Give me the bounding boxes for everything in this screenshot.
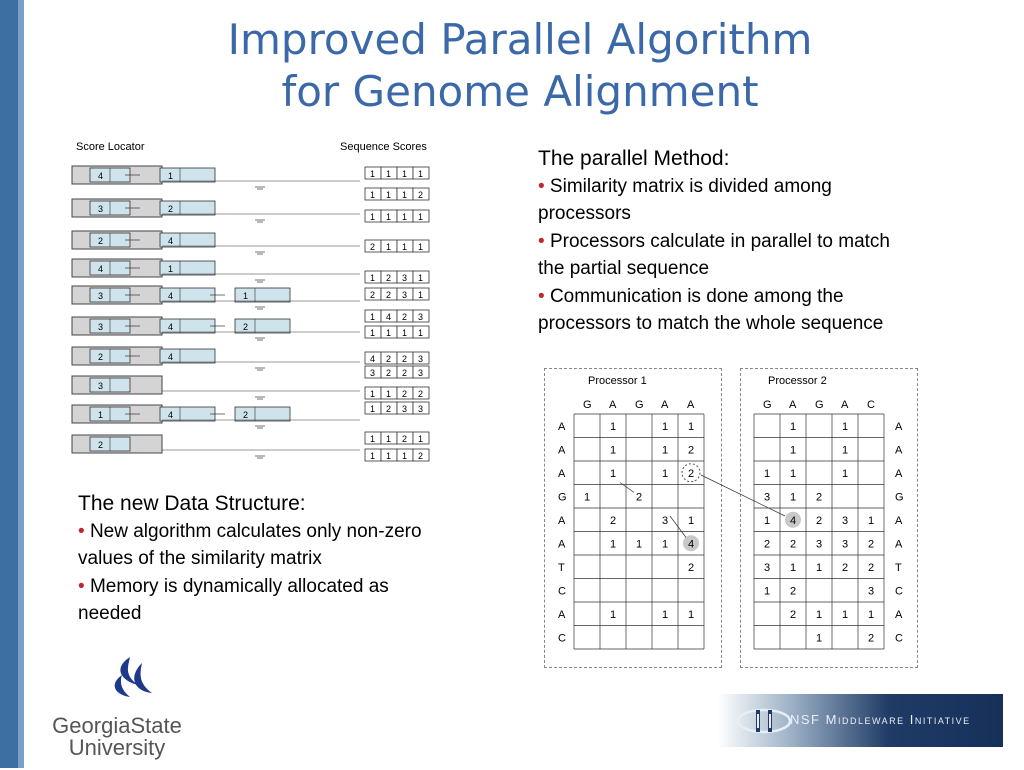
row-header: A xyxy=(558,468,566,480)
matrix-cell-value: 1 xyxy=(789,561,797,574)
score-value: 1 xyxy=(402,212,408,222)
row-header: A xyxy=(895,515,903,527)
score-box xyxy=(365,352,429,364)
score-value: 1 xyxy=(402,242,408,252)
locator-row xyxy=(72,376,360,399)
score-value: 2 xyxy=(402,354,408,364)
row-header: C xyxy=(558,585,566,598)
gsu-logo xyxy=(52,655,182,765)
parallel-bullet-1: • Similarity matrix is divided among processors xyxy=(538,175,832,224)
matrix-cell-value: 2 xyxy=(789,585,797,598)
score-value: 4 xyxy=(370,354,376,364)
matrix-cell-value: 2 xyxy=(609,514,617,527)
matrix-cell-value: 1 xyxy=(789,467,797,480)
score-value: 1 xyxy=(370,212,376,222)
matrix-cell-value: 3 xyxy=(815,538,823,551)
row-header: A xyxy=(895,444,903,457)
locator-cell-value: 3 xyxy=(98,322,104,332)
gsu-flame-icon xyxy=(52,655,182,765)
locator-cell-value: 3 xyxy=(98,291,104,301)
locator-row xyxy=(72,199,360,222)
row-header: G xyxy=(895,491,904,504)
score-box xyxy=(365,240,429,252)
locator-cell-value: 2 xyxy=(98,352,104,362)
matrix-cell-value: 1 xyxy=(609,538,617,551)
score-value: 2 xyxy=(402,368,408,378)
score-value: 2 xyxy=(418,389,424,399)
score-value: 1 xyxy=(386,169,392,179)
locator-cell-value: 4 xyxy=(168,322,174,332)
score-value: 2 xyxy=(386,290,392,300)
matrix-cell-value: 4 xyxy=(687,538,695,551)
matrix-cell-value: 1 xyxy=(841,467,849,480)
matrix-cell-value: 1 xyxy=(841,608,849,621)
score-value: 1 xyxy=(386,328,392,338)
data-structure-heading: The new Data Structure: xyxy=(78,492,306,515)
locator-cell-value: 4 xyxy=(98,171,104,181)
matrix-cell-value: 3 xyxy=(661,514,669,527)
matrix-cell-value: 2 xyxy=(815,491,823,504)
score-value: 3 xyxy=(402,290,408,300)
score-value: 4 xyxy=(386,312,392,322)
score-value: 2 xyxy=(402,389,408,399)
score-value: 1 xyxy=(402,190,408,200)
matrix-cell-value: 2 xyxy=(687,444,695,457)
score-value: 1 xyxy=(386,434,392,444)
score-value: 2 xyxy=(418,451,424,461)
locator-cell-value: 1 xyxy=(168,171,174,181)
col-header: G xyxy=(583,399,592,411)
matrix-cell-value: 1 xyxy=(661,444,669,457)
locator-cell-value: 2 xyxy=(243,410,249,420)
parallel-bullet-3: • Communication is done among the processors to match the whole sequence xyxy=(538,285,884,334)
matrix-cell-value: 1 xyxy=(763,585,771,598)
score-value: 2 xyxy=(370,242,376,252)
score-box xyxy=(365,432,429,444)
score-value: 1 xyxy=(370,434,376,444)
score-locator-label: Score Locator xyxy=(76,141,145,153)
slide-title xyxy=(150,14,890,118)
matrix-cell-value: 1 xyxy=(867,608,875,621)
score-value: 1 xyxy=(386,451,392,461)
matrix-cell-value: 1 xyxy=(763,514,771,527)
score-value: 1 xyxy=(370,190,376,200)
score-box xyxy=(365,167,429,179)
score-value: 3 xyxy=(418,368,424,378)
score-value: 1 xyxy=(402,328,408,338)
score-value: 2 xyxy=(386,273,392,283)
score-value: 1 xyxy=(370,312,376,322)
matrix-cell-value: 1 xyxy=(661,608,669,621)
locator-row xyxy=(72,259,360,282)
locator-row xyxy=(72,435,360,458)
matrix-cell-value: 2 xyxy=(789,538,797,551)
locator-row xyxy=(72,405,360,428)
score-value: 1 xyxy=(370,404,376,414)
matrix-cell-value: 2 xyxy=(867,632,875,645)
matrix-cell-value: 2 xyxy=(763,538,771,551)
matrix-cell-value: 2 xyxy=(815,514,823,527)
matrix-cell-value: 1 xyxy=(687,608,695,621)
locator-cell-value: 2 xyxy=(243,322,249,332)
parallel-bullet-2: • Processors calculate in parallel to match the partial sequence xyxy=(538,230,890,279)
col-header: G xyxy=(815,399,824,411)
score-value: 2 xyxy=(370,290,376,300)
parallel-method-block xyxy=(538,145,918,338)
row-header: A xyxy=(558,538,566,551)
col-header: A xyxy=(841,399,849,411)
matrix-cell-value: 1 xyxy=(841,420,849,433)
score-box xyxy=(365,310,429,322)
score-box xyxy=(365,366,429,378)
locator-cell-value: 2 xyxy=(168,204,174,214)
row-header: T xyxy=(895,562,902,574)
row-header: C xyxy=(895,585,903,598)
parallel-method-heading: The parallel Method: xyxy=(538,147,730,170)
matrix-cell-value: 3 xyxy=(841,514,849,527)
score-value: 3 xyxy=(418,312,424,322)
row-header: C xyxy=(895,632,903,645)
matrix-cell-value: 1 xyxy=(841,444,849,457)
matrix-cell-value: 1 xyxy=(815,561,823,574)
row-header: A xyxy=(558,444,566,457)
matrix-cell-value: 1 xyxy=(687,514,695,527)
sequence-scores-label: Sequence Scores xyxy=(340,141,427,153)
score-value: 1 xyxy=(370,328,376,338)
nsf-logo-icon xyxy=(734,706,794,736)
matrix-cell-value: 1 xyxy=(609,608,617,621)
col-header: A xyxy=(789,399,797,411)
locator-row xyxy=(72,231,360,254)
score-box xyxy=(365,449,429,461)
score-value: 2 xyxy=(386,354,392,364)
score-value: 1 xyxy=(386,212,392,222)
matrix-cell-value: 2 xyxy=(635,491,643,504)
linked-list-diagram xyxy=(60,160,440,470)
matrix-processor1 xyxy=(558,375,704,649)
matrix-cell-value: 2 xyxy=(841,561,849,574)
score-value: 2 xyxy=(418,190,424,200)
col-header: A xyxy=(687,399,695,411)
score-value: 1 xyxy=(402,451,408,461)
score-value: 1 xyxy=(370,451,376,461)
matrix-cell-value: 1 xyxy=(867,514,875,527)
locator-cell-value: 2 xyxy=(98,236,104,246)
matrix-cell-value: 3 xyxy=(763,561,771,574)
col-header: A xyxy=(661,399,669,411)
row-header: A xyxy=(895,609,903,621)
matrix-cell-value: 2 xyxy=(687,467,695,480)
processor2-label: Processor 2 xyxy=(768,375,827,387)
score-value: 3 xyxy=(402,273,408,283)
matrix-cell-value: 4 xyxy=(789,514,797,527)
col-header: G xyxy=(763,399,772,411)
data-structure-block xyxy=(78,490,468,628)
matrix-cell-value: 1 xyxy=(609,467,617,480)
matrix-cell-value: 2 xyxy=(867,561,875,574)
title-line-2: for Genome Alignment xyxy=(281,67,759,116)
score-value: 1 xyxy=(402,169,408,179)
matrix-cell-value: 3 xyxy=(867,585,875,598)
svg-text:University: University xyxy=(68,735,166,760)
structure-bullet-1: • New algorithm calculates only non-zero values of the similarity matrix xyxy=(78,520,422,569)
score-box xyxy=(365,210,429,222)
locator-row xyxy=(72,286,360,309)
locator-cell-value: 1 xyxy=(168,264,174,274)
matrix-cell-value: 1 xyxy=(661,538,669,551)
col-header: C xyxy=(867,399,875,411)
score-value: 1 xyxy=(418,290,424,300)
left-accent-bar xyxy=(0,0,24,768)
matrix-cell-value: 2 xyxy=(867,538,875,551)
matrix-cell-value: 1 xyxy=(609,444,617,457)
matrix-cell-value: 2 xyxy=(789,608,797,621)
matrix-cell-value: 1 xyxy=(789,420,797,433)
matrix-cell-value: 3 xyxy=(841,538,849,551)
score-value: 1 xyxy=(418,242,424,252)
locator-cell-value: 3 xyxy=(98,204,104,214)
locator-cell-value: 4 xyxy=(168,291,174,301)
locator-cell-value: 3 xyxy=(98,381,104,391)
row-header: A xyxy=(558,609,566,621)
score-value: 1 xyxy=(418,212,424,222)
nsf-banner-text: NSF Middleware Initiative xyxy=(790,712,971,727)
matrix-cell-value: 1 xyxy=(661,467,669,480)
score-box xyxy=(365,326,429,338)
matrix-cell-value: 1 xyxy=(635,538,643,551)
matrix-cell-value: 2 xyxy=(687,561,695,574)
row-header: A xyxy=(895,538,903,551)
matrix-cell-value: 3 xyxy=(763,491,771,504)
processor1-label: Processor 1 xyxy=(588,375,647,387)
score-box xyxy=(365,288,429,300)
col-header: A xyxy=(609,399,617,411)
matrix-cell-value: 1 xyxy=(789,491,797,504)
score-value: 1 xyxy=(418,328,424,338)
score-box xyxy=(365,387,429,399)
locator-cell-value: 1 xyxy=(98,410,104,420)
matrix-cell-value: 1 xyxy=(583,491,591,504)
locator-row xyxy=(72,317,360,340)
score-value: 3 xyxy=(418,404,424,414)
row-header: A xyxy=(558,515,566,527)
row-header: A xyxy=(558,421,566,433)
score-value: 2 xyxy=(402,434,408,444)
svg-text:GeorgiaState: GeorgiaState xyxy=(52,713,182,738)
score-value: 1 xyxy=(418,273,424,283)
row-header: T xyxy=(558,562,565,574)
row-header: C xyxy=(558,632,566,645)
score-box xyxy=(365,271,429,283)
locator-cell-value: 4 xyxy=(168,410,174,420)
score-value: 3 xyxy=(418,354,424,364)
score-value: 1 xyxy=(370,169,376,179)
score-value: 2 xyxy=(386,368,392,378)
structure-bullet-2: • Memory is dynamically allocated as needed xyxy=(78,575,389,624)
score-value: 3 xyxy=(402,404,408,414)
locator-cell-value: 4 xyxy=(168,236,174,246)
score-value: 1 xyxy=(386,389,392,399)
score-value: 2 xyxy=(386,404,392,414)
locator-cell-value: 4 xyxy=(168,352,174,362)
score-value: 1 xyxy=(418,169,424,179)
score-box xyxy=(365,188,429,200)
row-header: A xyxy=(895,468,903,480)
locator-cell-value: 1 xyxy=(243,291,249,301)
score-value: 1 xyxy=(370,389,376,399)
score-value: 1 xyxy=(370,273,376,283)
score-box xyxy=(365,402,429,414)
score-value: 1 xyxy=(418,434,424,444)
locator-row xyxy=(72,166,360,189)
locator-cell-value: 4 xyxy=(98,264,104,274)
score-value: 3 xyxy=(370,368,376,378)
matrix-cell-value: 1 xyxy=(687,420,695,433)
title-line-1: Improved Parallel Algorithm xyxy=(227,15,813,64)
score-value: 1 xyxy=(386,242,392,252)
score-value: 2 xyxy=(402,312,408,322)
col-header: G xyxy=(635,399,644,411)
matrix-cell-value: 1 xyxy=(609,420,617,433)
score-value: 1 xyxy=(386,190,392,200)
row-header: G xyxy=(558,491,567,504)
matrix-cell-value: 1 xyxy=(661,420,669,433)
matrix-cell-value: 1 xyxy=(815,608,823,621)
similarity-matrices xyxy=(540,368,920,668)
locator-row xyxy=(72,347,360,370)
row-header: A xyxy=(895,421,903,433)
matrix-cell-value: 1 xyxy=(763,467,771,480)
matrix-cell-value: 1 xyxy=(815,632,823,645)
matrix-cell-value: 1 xyxy=(789,444,797,457)
locator-cell-value: 2 xyxy=(98,440,104,450)
